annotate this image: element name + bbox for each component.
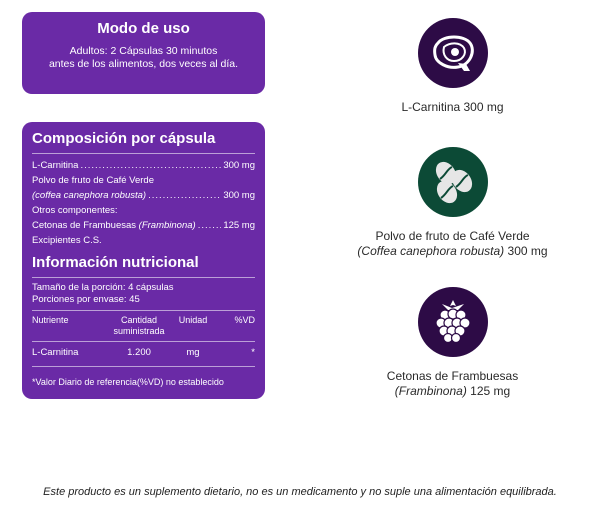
ingredient-raspberry: [330, 287, 575, 399]
nutrition-servings: Porciones por envase: 45: [32, 294, 140, 305]
coffee-label-line-2: (Coffea canephora robusta) 300 mg: [357, 244, 548, 258]
ingredient-coffee: [330, 147, 575, 259]
cell-nutrient: L-Carnitina: [32, 347, 79, 358]
coffee-label: [330, 229, 575, 259]
nutrition-table-header: [32, 315, 255, 337]
composition-row-carnitine: L-Carnitina ..... 300 mg: [32, 158, 255, 173]
composition-row-coffee: (coffea canephora robusta) ..... 300 mg: [32, 188, 255, 203]
ingredient-carnitine: [330, 18, 575, 115]
cell-unit: mg: [186, 347, 200, 358]
divider: [32, 277, 255, 278]
usage-panel: [22, 12, 265, 94]
raspberry-icon: [418, 287, 488, 357]
steak-icon: [418, 18, 488, 88]
divider: [32, 153, 255, 154]
raspberry-label-line-1: Cetonas de Frambuesas: [386, 369, 519, 383]
raspberry-label-line-2: (Frambinona) 125 mg: [394, 384, 511, 398]
composition-others: Otros componentes:: [32, 205, 118, 216]
table-row: [32, 346, 255, 360]
usage-title: Modo de uso: [97, 20, 190, 37]
header-unit: Unidad: [178, 315, 208, 325]
composition-panel: [22, 122, 265, 399]
coffee-bean-icon: [418, 147, 488, 217]
composition-excipients: Excipientes C.S.: [32, 235, 102, 246]
coffee-label-line-1: Polvo de fruto de Café Verde: [375, 229, 530, 243]
composition-title: Composición por cápsula: [32, 130, 216, 147]
divider: [32, 341, 255, 342]
usage-line-2: antes de los alimentos, dos veces al día.: [48, 58, 239, 70]
carnitine-label: L-Carnitina 300 mg: [401, 100, 504, 114]
composition-coffee-label: Polvo de fruto de Café Verde: [32, 175, 154, 186]
nutrition-portion: Tamaño de la porción: 4 cápsulas: [32, 282, 174, 293]
cell-vd: *: [251, 347, 255, 358]
header-nutrient: Nutriente: [32, 315, 69, 325]
header-vd: %VD: [234, 315, 255, 325]
cell-amount: 1.200: [127, 347, 151, 358]
header-amount: Cantidad suministrada: [113, 315, 165, 336]
divider: [32, 310, 255, 311]
divider: [32, 366, 255, 367]
disclaimer-text: Este producto es un suplemento dietario, no es un medicamento y no suple una alimentación equilibrada.: [43, 486, 557, 498]
nutrition-title: Información nutricional: [32, 254, 199, 271]
composition-row-ketones: Cetonas de Frambuesas (Frambinona) ..... 125 mg: [32, 218, 255, 233]
nutrition-footnote: *Valor Diario de referencia(%VD) no establecido: [32, 377, 224, 387]
raspberry-label: [330, 369, 575, 399]
usage-line-1: Adultos: 2 Cápsulas 30 minutos: [69, 45, 218, 57]
